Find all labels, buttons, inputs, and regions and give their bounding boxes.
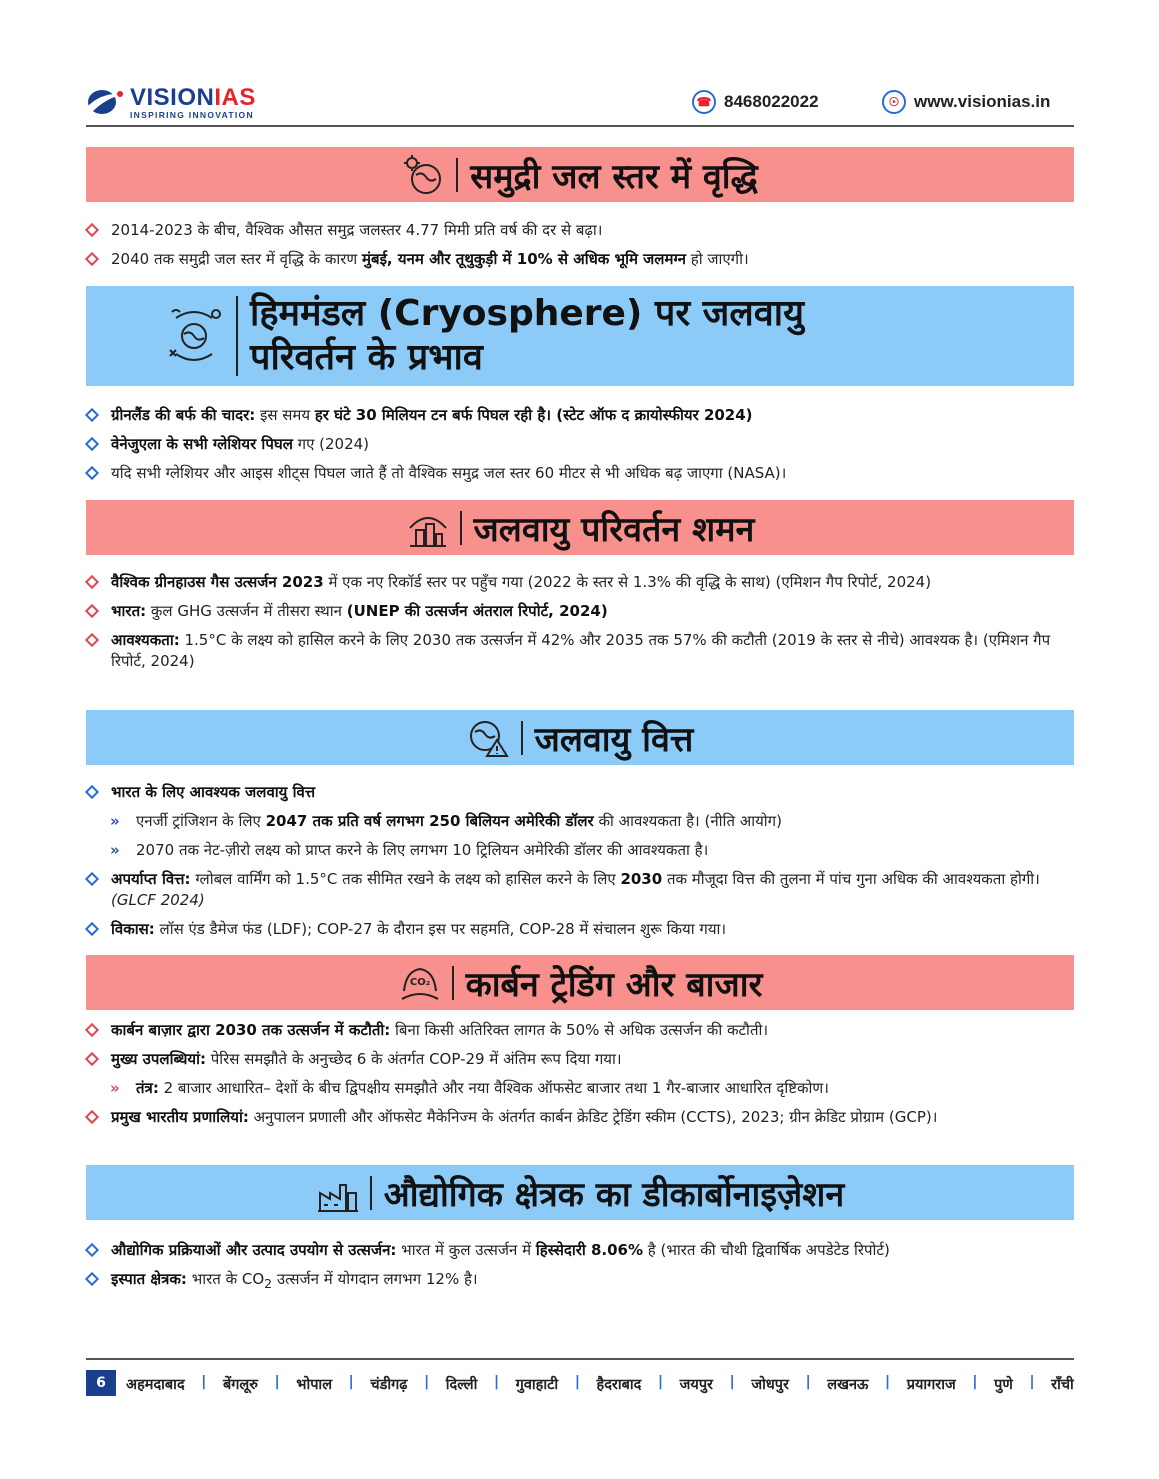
section-title: जलवायु परिवर्तन शमन <box>473 509 755 550</box>
city-link[interactable]: लखनऊ <box>827 1377 869 1393</box>
list-item: कार्बन बाज़ार द्वारा 2030 तक उत्सर्जन में कटौती: बिना किसी अतिरिक्त लागत के 50% से अधिक उत्सर्जन की कटौती। <box>86 1020 1074 1041</box>
section-title: औद्योगिक क्षेत्रक का डीकार्बोनाइज़ेशन <box>383 1174 845 1215</box>
globe-thermometer-icon <box>402 153 446 197</box>
logo-accent-text: IAS <box>214 84 256 111</box>
page-footer <box>86 1358 1074 1398</box>
list-item: 2040 तक समुद्री जल स्तर में वृद्धि के कारण मुंबई, यनम और तूथुकुड़ी में 10% से अधिक भूमि जलमग्न हो जाएगी। <box>86 249 1074 270</box>
globe-icon: ☉ <box>882 90 906 114</box>
website-link[interactable] <box>882 90 1050 114</box>
factory-icon <box>316 1171 360 1215</box>
city-separator: | <box>729 1374 735 1390</box>
city-link[interactable]: चंडीगढ़ <box>370 1377 408 1393</box>
list-item: भारत के लिए आवश्यक जलवायु वित्त <box>86 782 1074 803</box>
section-header-sea-level <box>86 147 1074 202</box>
section-title: समुद्री जल स्तर में वृद्धि <box>470 156 758 197</box>
section-header-cryosphere <box>86 286 1074 386</box>
list-item: यदि सभी ग्लेशियर और आइस शीट्स पिघल जाते हैं तो वैश्विक समुद्र जल स्तर 60 मीटर से भी अधिक बढ़ जाएगा (NASA)। <box>86 463 1074 484</box>
title-separator <box>236 296 238 376</box>
list-item: 2014-2023 के बीच, वैश्विक औसत समुद्र जलस्तर 4.77 मिमी प्रति वर्ष की दर से बढ़ा। <box>86 220 1074 241</box>
city-separator: | <box>884 1374 891 1390</box>
chevron-right-icon: » <box>110 841 120 859</box>
city-link[interactable]: बेंगलूरु <box>222 1377 258 1393</box>
city-link[interactable]: जोधपुर <box>751 1377 789 1393</box>
page-number: 6 <box>86 1370 116 1396</box>
city-link[interactable]: जयपुर <box>679 1377 713 1393</box>
list-item: वैश्विक ग्रीनहाउस गैस उत्सर्जन 2023 में एक नए रिकॉर्ड स्तर पर पहुँच गया (2022 के स्तर से 1.3% की वृद्धि के साथ) (एमिशन गैप रिपोर्ट, 2024) <box>86 572 1074 593</box>
section-title: कार्बन ट्रेडिंग और बाजार <box>465 964 763 1005</box>
climate-cycle-icon <box>162 304 226 368</box>
logo-tagline: INSPIRING INNOVATION <box>130 110 254 120</box>
title-separator <box>521 721 523 755</box>
city-separator: | <box>805 1374 811 1390</box>
logo-main-text: VISION <box>130 84 215 111</box>
city-separator: | <box>972 1374 978 1390</box>
city-link[interactable]: राँची <box>1051 1377 1074 1393</box>
city-separator: | <box>493 1374 500 1390</box>
bullet-list <box>86 782 1074 948</box>
city-link[interactable]: गुवाहाटी <box>515 1377 559 1393</box>
list-item: विकास: लॉस एंड डैमेज फंड (LDF); COP-27 के दौरान इस पर सहमति, COP-28 में संचालन शुरू किया गया। <box>86 919 1074 940</box>
city-link[interactable]: अहमदाबाद <box>126 1377 185 1393</box>
city-separator: | <box>201 1374 207 1390</box>
logo-swoosh-icon <box>86 86 126 116</box>
section-header-industrial <box>86 1165 1074 1220</box>
bullet-list <box>86 220 1074 278</box>
sub-list-item: » 2070 तक नेट-ज़ीरो लक्ष्य को प्राप्त करने के लिए लगभग 10 ट्रिलियन अमेरिकी डॉलर की आवश्यकता है। <box>110 841 709 859</box>
city-separator: | <box>1029 1374 1035 1390</box>
visionias-logo[interactable] <box>86 86 256 120</box>
section-title: जलवायु वित्त <box>534 719 694 760</box>
section-title: हिममंडल (Cryosphere) पर जलवायु परिवर्तन के प्रभाव <box>250 293 804 378</box>
section-header-mitigation <box>86 500 1074 555</box>
globe-warning-icon <box>467 716 511 760</box>
phone-number: 8468022022 <box>724 92 819 111</box>
title-separator <box>370 1176 372 1210</box>
bullet-list <box>86 405 1074 492</box>
list-item: मुख्य उपलब्धियां: पेरिस समझौते के अनुच्छेद 6 के अंतर्गत COP-29 में अंतिम रूप दिया गया। <box>86 1049 1074 1070</box>
sub-list-item: » तंत्र: 2 बाजार आधारित– देशों के बीच द्विपक्षीय समझौते और नया वैश्विक ऑफसेट बाजार तथा 1 गैर-बाजार आधारित दृष्टिकोण। <box>110 1079 829 1097</box>
city-link[interactable]: हैदराबाद <box>596 1377 642 1393</box>
section-header-climate-finance <box>86 710 1074 765</box>
city-link[interactable]: पुणे <box>994 1377 1013 1393</box>
list-item: आवश्यकता: 1.5°C के लक्ष्य को हासिल करने के लिए 2030 तक उत्सर्जन में 42% और 2035 तक 57% की कटौती (2019 के स्तर से नीचे) आवश्यक है। (एमिशन गैप रिपोर्ट, 2024) <box>86 630 1074 672</box>
city-link[interactable]: प्रयागराज <box>906 1377 956 1393</box>
city-link[interactable]: दिल्ली <box>445 1377 478 1393</box>
chevron-right-icon: » <box>110 1079 120 1097</box>
city-umbrella-icon <box>406 506 450 550</box>
city-separator: | <box>423 1374 430 1390</box>
title-separator <box>452 966 454 1000</box>
list-item: इस्पात क्षेत्रक: भारत के $CO_2$ उत्सर्जन में योगदान लगभग 12% है। <box>86 1269 1074 1294</box>
page-header <box>86 82 1074 127</box>
list-item: भारत: कुल GHG उत्सर्जन में तीसरा स्थान (UNEP की उत्सर्जन अंतराल रिपोर्ट, 2024) <box>86 601 1074 622</box>
section-header-carbon-trading <box>86 955 1074 1010</box>
bullet-list <box>86 1240 1074 1302</box>
phone-icon: ☎ <box>692 90 716 114</box>
city-separator: | <box>657 1374 664 1390</box>
list-item: औद्योगिक प्रक्रियाओं और उत्पाद उपयोग से उत्सर्जन: भारत में कुल उत्सर्जन में हिस्सेदारी 8.06% है (भारत की चौथी द्विवार्षिक अपडेटेड रिपोर्ट) <box>86 1240 1074 1261</box>
website-url: www.visionias.in <box>914 92 1051 111</box>
bullet-list <box>86 1020 1074 1136</box>
sub-list-item: » एनर्जी ट्रांजिशन के लिए 2047 तक प्रति वर्ष लगभग 250 बिलियन अमेरिकी डॉलर की आवश्यकता है। (नीति आयोग) <box>110 812 782 830</box>
svg-text:CO₂: CO₂ <box>409 976 430 988</box>
city-separator: | <box>348 1374 354 1390</box>
phone-contact[interactable] <box>692 90 819 114</box>
bullet-list <box>86 572 1074 680</box>
list-item: प्रमुख भारतीय प्रणालियां: अनुपालन प्रणाली और ऑफसेट मैकेनिज्म के अंतर्गत कार्बन क्रेडिट ट्रेडिंग स्कीम (CCTS), 2023; ग्रीन क्रेडिट प्रोग्राम (GCP)। <box>86 1107 1074 1128</box>
co2-hands-icon <box>398 961 442 1005</box>
list-item: वेनेजुएला के सभी ग्लेशियर पिघल गए (2024) <box>86 434 1074 455</box>
city-list <box>126 1374 1074 1394</box>
title-separator <box>460 511 462 545</box>
city-separator: | <box>274 1374 280 1390</box>
chevron-right-icon: » <box>110 812 120 830</box>
city-separator: | <box>574 1374 580 1390</box>
title-separator <box>456 158 458 192</box>
list-item: ग्रीनलैंड की बर्फ की चादर: इस समय हर घंटे 30 मिलियन टन बर्फ पिघल रही है। (स्टेट ऑफ द क्रायोस्फीयर 2024) <box>86 405 1074 426</box>
list-item: अपर्याप्त वित्त: ग्लोबल वार्मिंग को 1.5°C तक सीमित रखने के लक्ष्य को हासिल करने के लिए 2030 तक मौजूदा वित्त की तुलना में पांच गुना अधिक की आवश्यकता होगी। (GLCF 2024) <box>86 869 1074 911</box>
city-link[interactable]: भोपाल <box>296 1377 333 1393</box>
